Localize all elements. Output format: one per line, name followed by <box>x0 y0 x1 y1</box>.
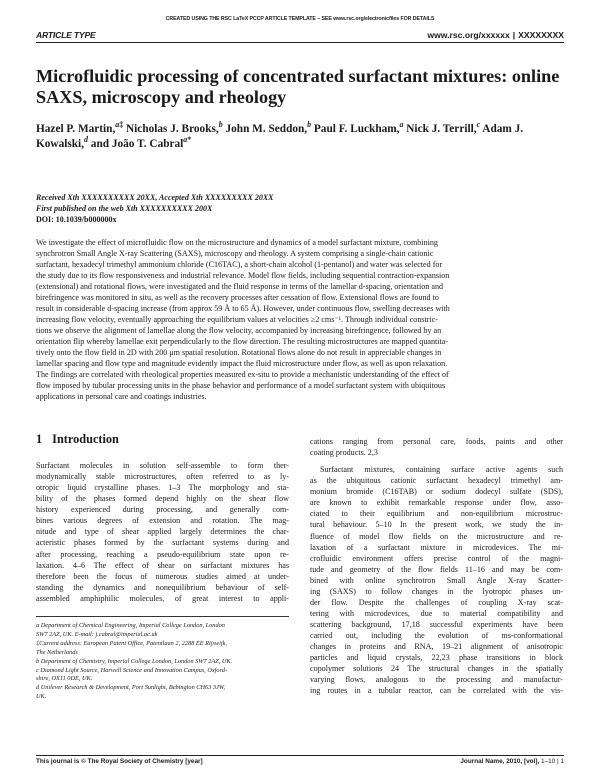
body-line: ing (SAXS) to follow changes in the lyotropic phases un- <box>310 586 563 596</box>
abstract-line: increasing flow velocity, eventually approaching the equilibrium values at velocities ≥2 cms⁻¹. Through individual constric- <box>36 315 439 325</box>
journal-url[interactable]: www.rsc.org/xxxxxx <box>427 30 510 40</box>
section-heading <box>36 432 119 447</box>
abstract-line: We investigate the effect of microfluidic flow on the microstructure and dynamics of a model surfactant mixture, combining <box>36 238 438 247</box>
abstract-line: synchrotron Small Angle X-ray Scattering (SAXS), microscopy and rheology. A system comprising a single-chain cationic <box>36 249 434 259</box>
body-line: laxation of a surfactant mixture in microdevices. The mi- <box>310 542 563 552</box>
footnote-line: b Department of Chemistry, Imperial College London, London SW7 2AZ, UK. <box>36 657 233 665</box>
abstract-line: result in considerable d-spacing increase (from approx 59 Å to 65 Å). However, under continuous flow, swelling decreases with <box>36 304 450 314</box>
footer-rule <box>36 755 564 756</box>
journal-name: Journal Name, 2010, [vol], <box>460 758 540 765</box>
intro-right-column <box>310 436 563 696</box>
article-code: XXXXXXXX <box>518 30 564 40</box>
received-date: Received Xth XXXXXXXXXX 20XX, Accepted Xth XXXXXXXXX 20XX <box>36 193 274 202</box>
body-line: tural behaviour. 5–10 In the present work, we study the in- <box>310 520 563 530</box>
abstract-line: applications in personal care and coatings industries. <box>36 392 207 402</box>
body-line: ing routes in a tubular reactor, can be correlated with the vis- <box>310 686 563 696</box>
body-line: acteristic phases formed by the surfactant systems during and <box>36 538 289 548</box>
footnote-line: a Department of Chemical Engineering, Imperial College London, London <box>36 622 225 629</box>
body-line: otropic liquid crystalline phases. 1–3 The morphology and sta- <box>36 483 289 493</box>
article-title: Microfluidic processing of concentrated surfactant mixtures: online SAXS, microscopy and rheology <box>36 66 560 107</box>
abstract-line: The findings are correlated with rheological properties measured ex-situ to provide a mechanistic understanding of the effect of <box>36 370 449 380</box>
body-line: therefore been the focus of numerous studies aimed at under- <box>36 571 289 581</box>
footnote-line: d Unilever Research & Development, Port Sunlight, Bebington CH63 3JW, <box>36 684 226 692</box>
footnote-line: UK. <box>36 693 47 701</box>
abstract-line: birefringence was monitored in situ, as well as the recovery processes after cessation of flow. Extensional flows are found to <box>36 293 439 303</box>
body-line: der flow. Despite the challenges of coupling X-ray scat- <box>310 597 563 607</box>
abstract-line: flow imposed by tubular processing units in the phase behavior and performance of a model surfactant system with ubiquitous <box>36 381 446 391</box>
footnote-rule <box>36 616 289 617</box>
body-line: assembled amphiphilic molecules, of great interest to appli- <box>36 593 289 603</box>
doi[interactable]: DOI: 10.1039/b000000x <box>36 215 117 225</box>
journal-footer <box>460 758 564 765</box>
abstract-line: surfactant, hexadecyl trimethyl ammonium chloride (C16TAC), a short-chain alcohol (1-pentanol) and water was selected for <box>36 260 443 270</box>
body-line: tude and geometry of the flow fields 11–16 and may be com- <box>310 564 563 574</box>
footnote-line: The Netherlands <box>36 648 78 656</box>
abstract-line: the study due to its flow responsiveness and industrial relevance. Model flow fields, including sequential contraction-expansion <box>36 271 450 281</box>
body-line: ciated to their equilibrium and non-equilibrium microstruc- <box>310 509 563 519</box>
body-line: after processing, reaching a pseudo-equilibrium state upon re- <box>36 549 289 559</box>
template-banner: CREATED USING THE RSC LaTeX PCCP ARTICLE TEMPLATE – SEE www.rsc.org/electronicfiles FOR DETAILS <box>165 16 435 22</box>
body-line: history experienced during processing, and generally com- <box>36 505 289 515</box>
body-line: are known to exhibit remarkable response under flow, asso- <box>310 498 563 508</box>
footnote-line: ‡Current address: European Patent Office, Patentlaan 2, 2288 EE Rijswijk, <box>36 639 227 647</box>
body-line: bility of the phases formed depend highly on the shear flow <box>36 494 289 504</box>
affiliation-footnotes <box>36 622 289 702</box>
abstract-line: orientation flip whereby lamellae exit perpendicularly to the flow direction. The resulting microstructures are mapped quantita- <box>36 337 449 347</box>
footnote-line: shire, OX11 0DE, UK. <box>36 675 93 683</box>
body-line: monium bromide (C16TAB) or sodium dodecyl sulfate (SDS), <box>310 487 563 497</box>
body-line: scattering background, 17,18 successful experiments have been <box>310 620 563 629</box>
page-number: 1–10 | 1 <box>541 758 564 765</box>
copyright-footer: This journal is © The Royal Society of Chemistry [year] <box>36 758 203 765</box>
body-line: modynamically stable microstructures, often referred to as ly- <box>36 472 289 482</box>
body-line: standing the dynamics and nonequilibrium behaviour of self- <box>36 582 289 592</box>
body-line: cations ranging from personal care, foods, paints and other <box>310 437 563 446</box>
body-line: nitude and type of shear applied largely determines the char- <box>36 527 289 537</box>
body-line: tering with microdevices, due to material compatibility and <box>310 608 563 618</box>
footnote-line: SW7 2AZ, UK. E-mail: j.cabral@imperial.ac.uk <box>36 630 158 638</box>
section-number: 1 <box>36 432 43 446</box>
body-line: Surfactant molecules in solution self-assemble to form ther- <box>36 461 289 470</box>
author-list: Hazel P. Martin,$^{a\ddagger}$ Nicholas J. Brooks,$^b$ John M. Seddon,$^b$ Paul F. Luckham,$^a$ Nick J. Terrill,$^c$ Adam J. Kowalski,$^d$ and João T. Cabral$^{a*}$ <box>36 120 524 150</box>
abstract-line: tions we observe the alignment of lamellae along the flow velocity, accompanied by increasing birefringence, followed by an <box>36 326 442 336</box>
abstract-line: tively onto the flow field in 2D with 200 μm spatial resolution. Rotational flows alone do not result in appreciable changes in <box>36 348 442 358</box>
header-right: www.rsc.org/xxxxxx | XXXXXXXX <box>427 30 564 40</box>
abstract <box>36 237 564 402</box>
abstract-line: (extensional) and rotational flows, were investigated and the fluid response in terms of the lamellar d-spacing, orientation and <box>36 282 444 292</box>
body-line: Surfactant mixtures, containing surface active agents such <box>320 465 563 475</box>
abstract-line: lamellar spacing and flow type and magnitude evidently impact the fluid microstructure under flow, as well as upon relaxation. <box>36 359 448 369</box>
body-line: fluence of model flow fields on the microstructure and re- <box>310 531 563 541</box>
header-rule <box>36 42 564 43</box>
body-line: bines various degrees of extension and rotation. The mag- <box>36 516 289 526</box>
footnote-line: c Diamond Light Source, Harwell Science and Innovation Campus, Oxford- <box>36 666 228 674</box>
section-title: Introduction <box>52 432 119 446</box>
body-line: varying flows, analogous to the processing and manufactur- <box>310 675 563 685</box>
body-line: as the ubiquitous cationic surfactant hexadecyl trimethyl am- <box>310 476 563 486</box>
body-line: changes in proteins and RNA, 19–21 alignment of anisotropic <box>310 642 563 652</box>
body-line: coating products. 2,3 <box>310 448 378 458</box>
body-line: crofluidic environment offers precise control of the magni- <box>310 553 563 563</box>
publication-info <box>36 192 564 225</box>
body-line: particles and liquid crystals, 22,23 phase transitions in block <box>310 653 563 663</box>
body-line: carried out, including the evolution of ms-conformational <box>310 631 563 641</box>
intro-left-column <box>36 460 289 604</box>
body-line: bined with online synchrotron Small Angle X-ray Scatter- <box>310 575 563 585</box>
body-line: copolymer solutions 24 The structural changes in the spatially <box>310 664 563 674</box>
article-type-label: ARTICLE TYPE <box>36 30 96 40</box>
body-line: laxation. 4–6 The effect of shear on surfactant mixtures has <box>36 560 289 570</box>
published-date: First published on the web Xth XXXXXXXXXX 200X <box>36 204 213 214</box>
